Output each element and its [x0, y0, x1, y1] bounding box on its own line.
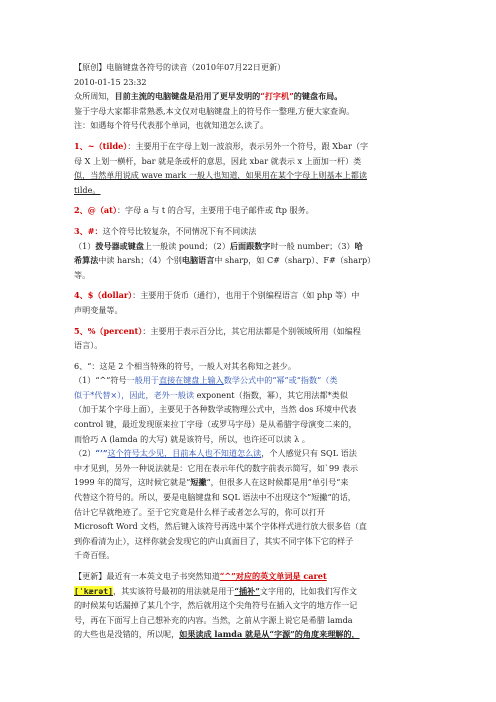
section-heading: 4、$（dollar）	[74, 290, 133, 301]
intro-line-3: 注：如遇每个符号代表那个单词，也就知道怎么读了。	[74, 120, 269, 131]
phonetic: [ˈkærət]	[74, 585, 113, 596]
section-3-line-1	[74, 224, 426, 239]
section-6-p2-line-8: 千奇百怪。	[74, 550, 115, 561]
text: 文字用的，比如我们写作文	[259, 585, 358, 596]
text: 希算法	[74, 255, 99, 266]
text: 拨号器或键盘	[95, 240, 144, 251]
text: 哈	[354, 240, 363, 251]
text: 目前主流的电脑键盘是沿用了更早发明的	[114, 91, 261, 102]
document-body	[74, 60, 426, 642]
text: “’”	[95, 448, 108, 459]
text: “^”对应的英文单词是 caret	[219, 571, 327, 581]
section-heading: 6、“	[74, 360, 92, 371]
section-6-line-1	[74, 359, 426, 374]
text: 中 sharp，如 C#（sharp）、F#（sharp）	[214, 255, 376, 266]
text: 如果读成 lamda 就是从“字源”的角度来理解的，	[179, 629, 360, 640]
text: 电脑语言	[181, 255, 215, 266]
section-3-line-4: 等。	[74, 269, 91, 280]
section-heading: 1、~（tilde）	[74, 140, 128, 151]
text: “插补”	[234, 585, 260, 596]
text: 这个符号比较复杂，不同情况下有不同读法	[102, 225, 257, 236]
text: 后面跟数字	[229, 240, 271, 251]
section-heading: 3、#：	[74, 225, 103, 236]
section-heading: 5、%（percent）	[74, 325, 143, 336]
text: 1999 年的简写，这时候它就是”	[74, 477, 191, 488]
text: 短撇	[190, 477, 207, 488]
section-6-p2-line-6: Microsoft Word 文档，然后键入该符号再选中某个字体样式进行放大很多倍（直	[74, 521, 367, 532]
update-line-1	[74, 569, 426, 584]
section-6-p2-line-2: 中才见到，另外一种说法就是：它用在表示年代的数字前表示简写，如`99 表示	[74, 462, 359, 473]
text: ，其实该符号最初的用法就是用于	[112, 585, 235, 596]
doc-title: 【原创】电脑键盘各符号的读音（2010年07月22日更新）	[74, 62, 286, 72]
section-6-p2-line-7: 到你看清为止），这样你就会发现它的庐山真面目了，其实不同字体下它的样子	[74, 535, 354, 546]
text: 这个符号太少见，目前本人也不知道怎么读	[107, 448, 262, 459]
text: 的键盘布局。	[293, 91, 343, 102]
section-1-line-1	[74, 139, 426, 154]
text: ，个人感觉只有 SQL 语法	[261, 448, 357, 459]
section-3-line-2	[74, 239, 426, 254]
text: 【更新】最近有一本英文电子书突然知道	[74, 571, 220, 581]
text: 众所周知，	[74, 91, 115, 102]
section-1-line-2: 母 X 上划一横杆，bar 就是条或杆的意思，因此 xbar 就表示 x 上面加一杆）类	[74, 155, 362, 166]
text: ：字母 a 与 t 的合写，主要用于电子邮件或 ftp 服务。	[116, 205, 314, 216]
text: （1）	[74, 240, 96, 251]
section-6-p2-line-1	[74, 446, 426, 461]
section-6-p1-line-4: control 键，最近发现原来拉丁字母（或罗马字母）是从希腊字母演变二来的，	[74, 419, 357, 430]
section-1-line-3: 似，当然单用说成 wave mark 一般人也知道，如果用在某个字母上则基本上都读	[74, 170, 367, 181]
section-6-p2-line-4: 代替这个符号的。所以，要是电脑键盘和 SQL 语法中不出现这个”短撇“的话，	[74, 492, 356, 503]
update-line-4: 号，再在下面写上自己想补充的内容。当然，之前从字源上说它是希腊 lamda	[74, 614, 353, 625]
update-line-5	[74, 627, 426, 642]
section-2-line	[74, 203, 426, 218]
section-6-p2-line-5: 估计它早就绝迹了。至于它究竟是什么样子或者怎么写的，你可以打开	[74, 506, 325, 517]
section-5-line-1	[74, 324, 426, 339]
text: exponent（指数，幂），其它用法都*类似	[194, 389, 348, 400]
text: 数学公式中的“幂”或“指数”（类	[223, 375, 338, 386]
text: ：这是 2 个相当特殊的符号，一般人对其名称知之甚少。	[91, 360, 296, 371]
text: ：主要用于货币（通行），也用于个别编程语言（如 php 等）中	[132, 290, 360, 301]
section-4-line-2: 声明变量等。	[74, 304, 123, 315]
text: 上一般读 pound；（2）	[143, 240, 230, 251]
section-5-line-2: 语言）。	[74, 340, 103, 351]
text: （2）	[74, 448, 96, 459]
text: （1）“^”符号	[74, 375, 127, 386]
intro-line-1	[74, 89, 426, 104]
section-heading: 2、@（at）	[74, 205, 117, 216]
text: 似于*代替×），因此，老外一般读	[74, 389, 195, 400]
section-3-line-3	[74, 253, 426, 268]
doc-datetime: 2010-01-15 23:32	[74, 76, 147, 87]
text: 中读 harsh；（4）个别	[98, 255, 182, 266]
text: ：主要用于表示百分比，其它用法都是个别领域所用（如编程	[142, 325, 361, 336]
text: 直接在键盘上输入	[158, 375, 224, 386]
section-6-p1-line-1	[74, 373, 426, 388]
text: “打字机”	[260, 91, 294, 102]
update-line-3: 的时候某句话漏掉了某几个字，然后就用这个尖角符号在插入文字的地方作一记	[74, 600, 358, 611]
text: ：主要用于在字母上划一波浪形，表示另外一个符号，跟 Xbar（字	[127, 140, 369, 151]
section-6-p1-line-2	[74, 388, 426, 403]
section-4-line-1	[74, 288, 426, 303]
text: “，但很多人在这时候都是用”单引号“来	[206, 477, 349, 488]
text: 一般用于	[126, 375, 159, 386]
text: 时一般 number；（3）	[270, 240, 355, 251]
text: 的大些也是没错的，所以呢，	[74, 629, 180, 640]
section-6-p1-line-3: （加于某个字母上面），主要见于各种数学或物理公式中，当然 dos 环境中代表	[74, 404, 357, 415]
intro-line-2: 鉴于字母大家都非常熟悉,本文仅对电脑键盘上的符号作一整理,方便大家查询。	[74, 105, 355, 116]
section-1-line-4: tilde。	[74, 184, 101, 195]
section-6-p2-line-3	[74, 475, 426, 490]
section-6-p1-line-5: 而恰巧 Λ (lamda 的大写) 就是该符号，所以，也许还可以读 λ 。	[74, 433, 310, 444]
update-line-2	[74, 584, 426, 599]
